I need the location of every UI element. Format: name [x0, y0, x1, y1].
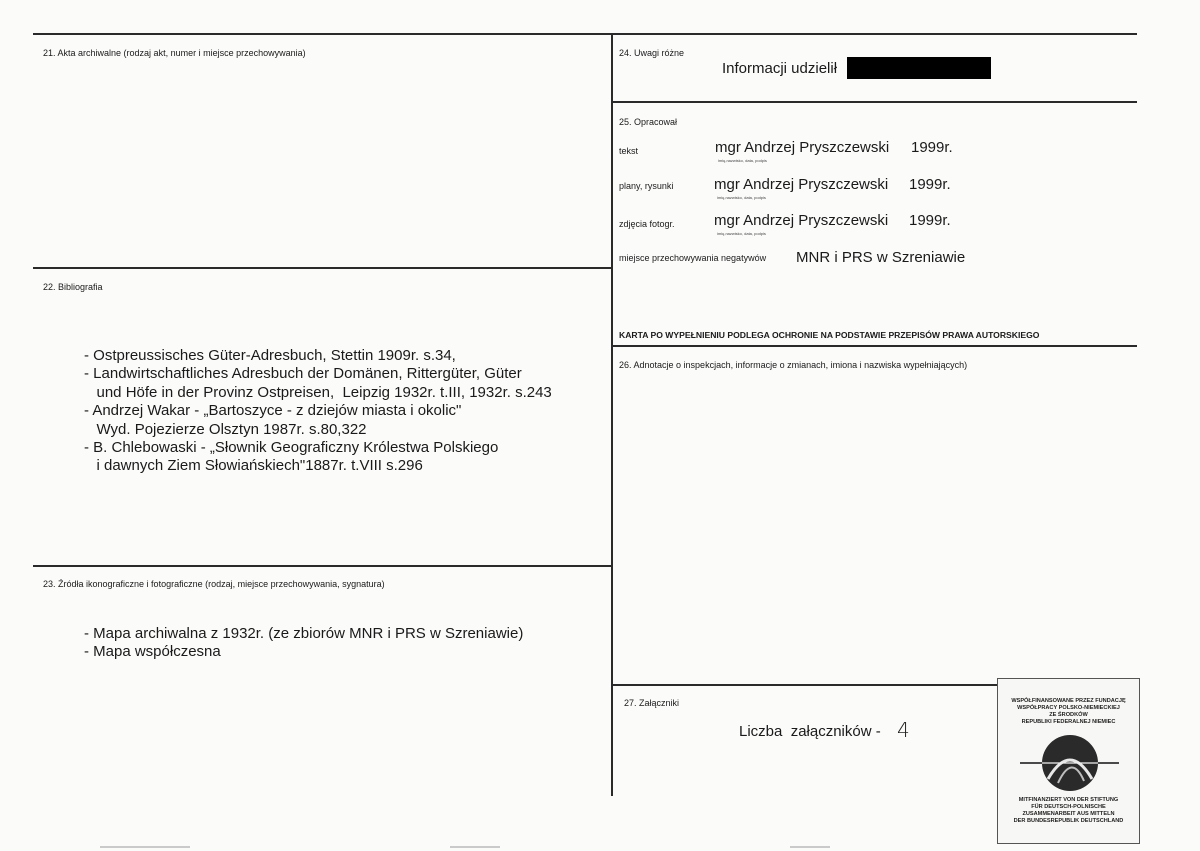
remarks-text: Informacji udzielił [722, 60, 838, 77]
field-25-label: 25. Opracował [619, 117, 678, 127]
divider-22-23 [33, 565, 612, 567]
field-22-label: 22. Bibliografia [43, 282, 103, 292]
bibliography-line: - Andrzej Wakar - „Bartoszyce - z dziejów miasta i okolic" [84, 402, 462, 420]
attachments-count-handwritten: 4 [897, 718, 910, 742]
stamp-line: ZUSAMMENARBEIT AUS MITTELN [1022, 811, 1115, 817]
center-divider [611, 33, 613, 796]
stamp-line: FÜR DEUTSCH-POLNISCHE [1031, 804, 1106, 810]
negatives-label: miejsce przechowywania negatywów [619, 253, 767, 263]
field-27-label: 27. Załączniki [624, 698, 680, 708]
copyright-notice: KARTA PO WYPEŁNIENIU PODLEGA OCHRONIE NA PODSTAWIE PRZEPISÓW PRAWA AUTORSKIEGO [619, 330, 1040, 340]
foundation-logo-icon [1018, 731, 1121, 793]
divider-24-25 [611, 101, 1137, 103]
signature-caption: imię,nazwisko, data, podpis [717, 231, 766, 236]
stamp-line: MITFINANZIERT VON DER STIFTUNG [1018, 797, 1119, 803]
author-year: 1999r. [909, 212, 951, 229]
bibliography-line: Wyd. Pojezierze Olsztyn 1987r. s.80,322 [84, 420, 367, 438]
sources-line: - Mapa współczesna [84, 643, 221, 661]
author-year: 1999r. [909, 176, 951, 193]
stamp-line: WSPÓŁFINANSOWANE PRZEZ FUNDACJĘ [1011, 698, 1126, 704]
divider-25-26 [611, 345, 1137, 347]
bibliography-list [84, 347, 552, 476]
stamp-line: ZE ŚRODKÓW [1049, 712, 1088, 718]
divider-26-27 [611, 684, 997, 686]
author-name: mgr Andrzej Pryszczewski [714, 176, 889, 193]
author-name: mgr Andrzej Pryszczewski [715, 139, 890, 156]
scan-artifact [790, 846, 830, 848]
bibliography-line: - Landwirtschaftliches Adresbuch der Domänen, Rittergüter, Güter [84, 365, 522, 383]
scan-artifact [100, 846, 190, 848]
author-year: 1999r. [911, 139, 953, 156]
field-26-label: 26. Adnotacje o inspekcjach, informacje o zmianach, imiona i nazwiska wypełniających) [619, 360, 968, 370]
stamp-line: REPUBLIKI FEDERALNEJ NIEMIEC [1021, 719, 1116, 725]
author-row-label: plany, rysunki [619, 181, 674, 191]
foundation-stamp [997, 678, 1140, 844]
field-24-label: 24. Uwagi różne [619, 48, 685, 58]
author-row-label: tekst [619, 146, 639, 156]
stamp-line: DER BUNDESREPUBLIK DEUTSCHLAND [1013, 818, 1124, 824]
bibliography-line: - B. Chlebowaski - „Słownik Geograficzny Królestwa Polskiego [84, 439, 499, 457]
divider-21-22 [33, 267, 612, 269]
negatives-value: MNR i PRS w Szreniawie [796, 249, 966, 266]
sources-list [84, 625, 523, 662]
author-row-label: zdjęcia fotogr. [619, 219, 675, 229]
stamp-line: WSPÓŁPRACY POLSKO-NIEMIECKIEJ [1017, 705, 1120, 711]
signature-caption: imię,nazwisko, data, podpis [717, 195, 766, 200]
bibliography-line: - Ostpreussisches Güter-Adresbuch, Stettin 1909r. s.34, [84, 347, 456, 364]
scan-artifact [450, 846, 500, 848]
field-21-label: 21. Akta archiwalne (rodzaj akt, numer i miejsce przechowywania) [43, 48, 306, 58]
bibliography-line: i dawnych Ziem Słowiańskiech"1887r. t.VIII s.296 [84, 457, 423, 475]
redaction-bar [847, 57, 991, 79]
signature-caption: imię,nazwisko, data, podpis [718, 158, 767, 163]
author-name: mgr Andrzej Pryszczewski [714, 212, 889, 229]
attachments-count-label: Liczba załączników - [739, 723, 881, 740]
top-border [33, 33, 1137, 35]
sources-line: - Mapa archiwalna z 1932r. (ze zbiorów MNR i PRS w Szreniawie) [84, 625, 524, 642]
field-23-label: 23. Źródła ikonograficzne i fotograficzne (rodzaj, miejsce przechowywania, sygnatura) [43, 579, 385, 589]
bibliography-line: und Höfe in der Provinz Ostpreisen, Leipzig 1932r. t.III, 1932r. s.243 [84, 383, 552, 401]
